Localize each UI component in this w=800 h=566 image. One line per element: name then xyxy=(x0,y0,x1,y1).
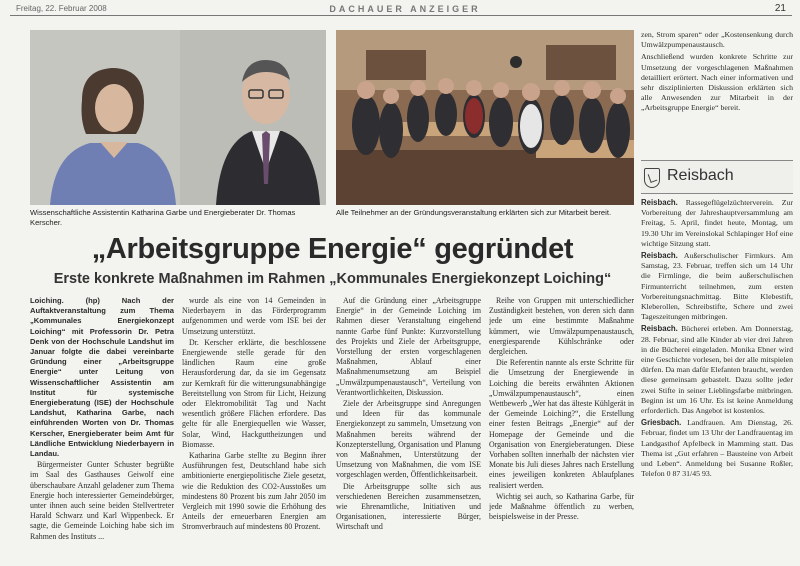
article-paragraph: wurde als eine von 14 Gemeinden in Niederbayern in das Förderprogramm aufgenommen und werde vom ISE bei der Umsetzung unterstützt. xyxy=(182,296,326,336)
news-text: Landfrauen. Am Dienstag, 26. Februar, findet um 13 Uhr der Landfrauentag im Landgasthof Apfelbeck in Mamming statt. Das Thema ist „Gut erfahren – Bausteine von Arbeit und Leben“. Anmeldung bei Susanne Roßler, Telefon 0 87 31/45 93. xyxy=(641,418,793,479)
section-header-reisbach xyxy=(641,160,793,194)
local-news-item xyxy=(641,251,793,322)
local-news-column xyxy=(641,198,793,562)
article-column-1 xyxy=(30,296,174,562)
article-paragraph: Anschließend wurden konkrete Schritte zur Umsetzung der vorgeschlagenen Maßnahmen detailliert erörtert. Nach einer informativen und sehr disziplinierten Diskussion erklärten sich alle Anwesenden zur Mitarbeit in der „Arbeitsgruppe Energie“ bereit. xyxy=(641,52,793,113)
local-news-item xyxy=(641,198,793,249)
section-title: Reisbach xyxy=(667,167,734,184)
article-paragraph: Bürgermeister Gunter Schuster begrüßte im Saal des Gasthauses Geiwolf eine überschaubare Anzahl geladener zum Thema Energie hoch interessierter Gemeindebürger, unter ihnen auch seine beiden Stellvertreter Harald Schwarz und Karl Wippenbeck. Er sagte, die Gemeinde Loiching habe sich im Rahmen des Instituts ... xyxy=(30,460,174,541)
left-photo-caption: Wissenschaftliche Assistentin Katharina Garbe und Energieberater Dr. Thomas Kerscher. xyxy=(30,208,296,227)
article-paragraph: Wichtig sei auch, so Katharina Garbe, für jede Maßnahme öffentlich zu werben, beispielsweise in der Presse. xyxy=(489,491,634,522)
news-text: Bücherei erleben. Am Donnerstag, 28. Februar, sind alle Kinder ab vier drei Jahren in die Bücherei eingeladen. Monika Ebner wird eine Geschichte vorlesen, bei der alle mitspielen dürfen. Da man dafür Elefanten braucht, werden diese gemeinsam gebastelt. Dazu sollte jeder zwei Stifte in seiner Lieblingsfarbe mitbringen. Beginn ist um 16 Uhr. Es ist keine Anmeldung erforderlich. Das Angebot ist kostenlos. xyxy=(641,324,793,416)
article-paragraph: Die Referentin nannte als erste Schritte für die Umsetzung der Energiewende in Loiching die bereits erwähnten Aktionen „Umwälzpumpenaustausch“, einen Wettbewerb „Wer hat das älteste Kühlgerät in der Gemeinde Loiching?“, die Erstellung einer festen Beitrags „Energie“ auf der Homepage der Gemeinde und die Organisation von Energieberatungen. Diese Vorhaben sollten innerhalb der nächsten vier Monate bis Juli dieses Jahres nach Erstellung eines jeweiligen konkreten Ablaufplanes realisiert werden. xyxy=(489,358,634,490)
local-news-item xyxy=(641,418,793,479)
news-text: Außerschulischer Firmkurs. Am Samstag, 23. Februar, treffen sich um 14 Uhr die Firmlinge, die beim außerschulischen Firmunterricht teilnehmen, zum ersten Vorbereitungsnachmittag. Bitte Klebestift, Kleberollen, Schreibstifte, Schere und zwei Tageszeitungen mitbringen. xyxy=(641,251,793,322)
article-paragraph: zen, Strom sparen“ oder „Kostensenkung durch Umwälzpumpenaustausch. xyxy=(641,30,793,50)
masthead-date: Freitag, 22. Februar 2008 xyxy=(16,4,107,13)
news-place: Reisbach. xyxy=(641,198,678,207)
article-headline: „Arbeitsgruppe Energie“ gegründet xyxy=(91,233,574,265)
article-column-4 xyxy=(489,296,634,562)
article-column-2 xyxy=(182,296,326,562)
article-paragraph: Dr. Kerscher erklärte, die beschlossene Energiewende stelle gerade für den ländlichen Raum eine große Herausforderung dar, da sie im Gegensatz zur Kernkraft für die witterungsunabhängige Bereitstellung von Strom für Licht, Heizung oder Elektromobilität Tag und Nacht wesentlich größere Flächen erfordere. Das gelte für alle Energiequellen wie Wasser, Solar, Wind, Hackguttheizungen und Biomasse. xyxy=(182,337,326,449)
article-subheadline: Erste konkrete Maßnahmen im Rahmen „Kommunales Energiekonzept Loiching“ xyxy=(53,271,612,287)
news-place: Reisbach. xyxy=(641,251,678,261)
local-news-item xyxy=(641,324,793,416)
news-text: Rassegeflügelzüchterverein. Zur Vorbereitung der Jahreshauptversammlung am Freitag, 5. April, findet heute, Montag, um 19.30 Uhr im Vereinslokal Schlapinger Hof eine wichtige Sitzung statt. xyxy=(641,198,793,248)
article-paragraph: Katharina Garbe stellte zu Beginn ihrer Ausführungen fest, Deutschland habe sich ambitionierte energiepolitische Ziele gesetzt, wie die Reduktion des CO2-Ausstoßes um mindestens 80 Prozent bis zum Jahr 2050 im Vergleich mit 1990 sowie die Erhöhung des Anteils der erneuerbaren Energien am Stromverbrauch auf mindestens 80 Prozent. xyxy=(182,451,326,532)
group-meeting-photo xyxy=(336,30,634,205)
article-paragraph: Ziele der Arbeitsgruppe sind Anregungen und Ideen für das kommunale Energiekonzept zu sammeln, Umsetzung von Maßnahmen bereits während der Konzepterstellung, Organisation und Planung von Maßnahmen, Unterstützung der Umsetzung von Maßnahmen, die vom ISE vorgeschlagen werden, Öffentlichkeitsarbeit. xyxy=(336,399,481,480)
article-lead-paragraph: Loiching. (hp) Nach der Auftaktveranstaltung zum Thema „Kommunales Energiekonzept Loiching“ mit Professorin Dr. Petra Denk von der Hochschule Landshut im Januar folgte die dabei vereinbarte Gründung einer „Arbeitsgruppe Energie“ unter Leitung von Wissenschaftlicher Assistentin am Institut für systemische Energieberatung (ISE) der Hochschule Landshut, Katharina Garbe, nach einführenden Worten von Dr. Thomas Kerscher, Energieberater beim Amt für Ländliche Entwicklung Niederbayern in Landau. xyxy=(30,296,174,459)
page-number: 21 xyxy=(774,3,786,14)
coat-of-arms-icon xyxy=(644,168,660,188)
right-photo-caption: Alle Teilnehmer an der Gründungsveranstaltung erklärten sich zur Mitarbeit bereit. xyxy=(336,208,612,217)
article-paragraph: Die Arbeitsgruppe sollte sich aus verschiedenen Bereichen zusammensetzen, wie Ehrenamtliche, Initiativen und Organisationen, interessierte Bürger, Wirtschaft und xyxy=(336,481,481,532)
article-column-3 xyxy=(336,296,481,562)
masthead xyxy=(10,4,792,16)
news-place: Reisbach. xyxy=(641,324,678,334)
article-paragraph: Auf die Gründung einer „Arbeitsgruppe Energie“ in der Gemeinde Loiching im Rahmen dieser Veranstaltung eingehend nannte Garbe fünf Punkte: Kurzvorstellung des Projekts und Ziele der Arbeitsgruppe, Vorstellung der ersten vorgeschlagenen Maßnahmen, Ablauf einer Maßnahmenumsetzung am Beispiel „Umwälzpumpenaustausch“, Verteilung von Verantwortlichkeiten, Diskussion. xyxy=(336,296,481,397)
right-column-article-end xyxy=(641,30,793,156)
portrait-photo xyxy=(30,30,326,205)
news-place: Griesbach. xyxy=(641,418,682,428)
article-paragraph: Reihe von Gruppen mit unterschiedlicher Zuständigkeit bestehen, von deren sich dann jede um eine bestimmte Maßnahme kümmert, wie Umwälzpumpenaustausch, energiesparende Kühlschränke oder dergleichen. xyxy=(489,296,634,357)
masthead-paper-name: DACHAUER ANZEIGER xyxy=(329,4,481,14)
